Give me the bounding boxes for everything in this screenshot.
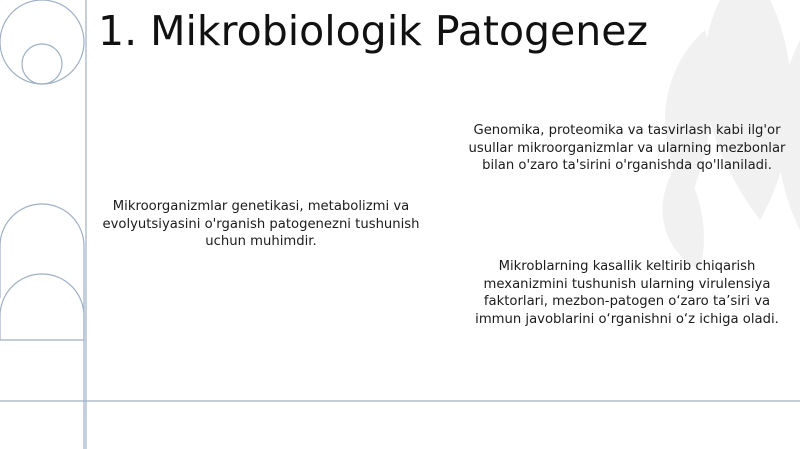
slide-title: 1. Mikrobiologik Patogenez — [98, 7, 649, 55]
paragraph-mechanism: Mikroblarning kasallik keltirib chiqarish mexanizmini tushunish ularning virulensiya faktorlari, mezbon-patogen o‘zaro ta’siri va immun javoblarini o‘rganishni o‘z ichiga oladi. — [475, 259, 779, 327]
paragraph-methods: Genomika, proteomika va tasvirlash kabi ilg'or usullar mikroorganizmlar va ularning mezbonlar bilan o'zaro ta'sirini o'rganishda qo'llaniladi. — [468, 123, 786, 173]
paragraph-genetics: Mikroorganizmlar genetikasi, metabolizmi va evolyutsiyasini o'rganish patogenezni tushunish uchun muhimdir. — [102, 199, 420, 249]
